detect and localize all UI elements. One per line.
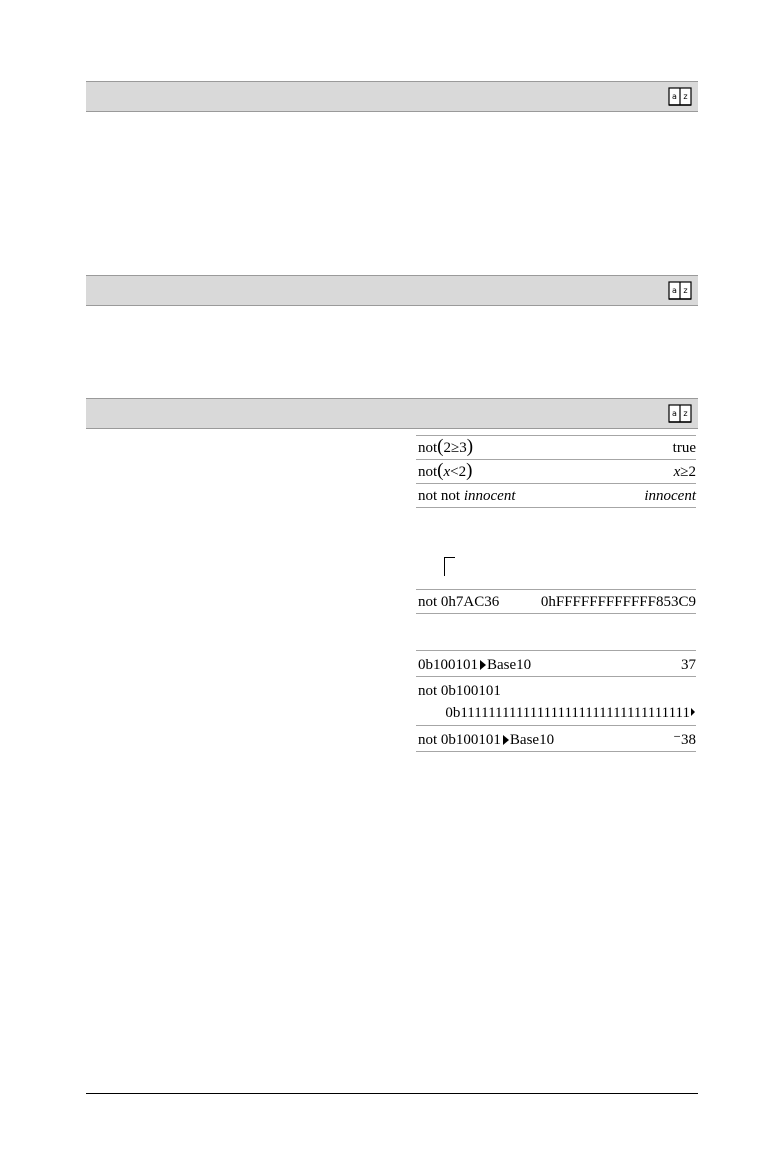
svg-text:z: z [683,409,688,418]
example-input: not not innocent [418,488,516,504]
catalog-book-icon [668,280,692,301]
example-result: 37 [681,657,696,673]
svg-text:z: z [683,92,688,101]
section-header-bar [86,398,698,429]
svg-text:a: a [672,409,677,418]
example-input: not(2≥3) [418,436,474,457]
example-input: not 0h7AC36 [418,594,500,610]
example-result: ⁻38 [673,732,696,748]
example-table-hex [416,589,696,614]
section-header-bar [86,81,698,112]
example-row [416,590,696,614]
section-header-bar [86,275,698,306]
example-row [416,726,696,752]
convert-arrow-icon [503,735,509,745]
overflow-arrow-icon [691,708,695,716]
example-table-logic [416,435,696,508]
example-result: true [672,440,696,456]
example-row [416,484,696,508]
svg-text:z: z [683,286,688,295]
example-result: innocent [644,488,696,504]
example-row [416,436,696,460]
example-input: not 0b100101 [418,683,501,699]
example-row [416,677,696,726]
example-result: 0b111111111111111111111111111111111 [445,705,690,721]
example-table-binary [416,650,696,752]
convert-arrow-icon [480,660,486,670]
catalog-book-icon [668,86,692,107]
example-result: x≥2 [673,464,696,480]
svg-text:a: a [672,92,677,101]
bracket-mark [444,557,455,576]
example-row [416,651,696,677]
example-result: 0hFFFFFFFFFFFF853C9 [540,594,696,610]
svg-text:a: a [672,286,677,295]
example-input: not(x<2) [418,460,473,481]
catalog-book-icon [668,403,692,424]
footer-rule [86,1093,698,1094]
example-input: not 0b100101 Base10 [418,732,555,748]
example-row [416,460,696,484]
example-input: 0b100101 Base10 [418,657,532,673]
